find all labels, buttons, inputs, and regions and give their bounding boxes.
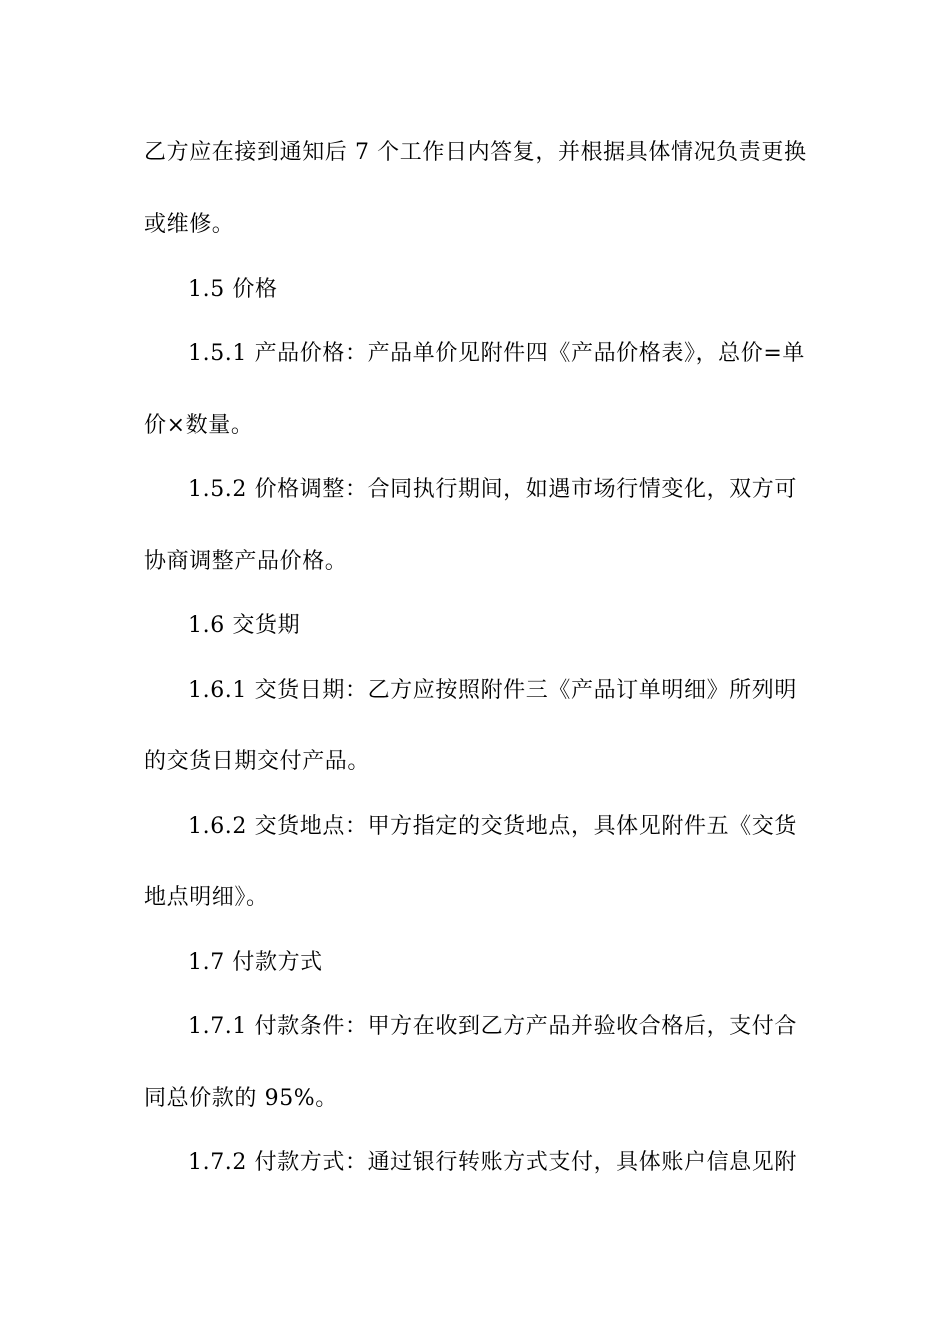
paragraph-line: 1.5.2 价格调整：合同执行期间，如遇市场行情变化，双方可	[188, 477, 797, 502]
section-heading: 1.6 交货期	[188, 613, 301, 638]
section-heading: 1.5 价格	[188, 277, 278, 302]
paragraph-line: 1.6.2 交货地点：甲方指定的交货地点，具体见附件五《交货	[188, 814, 797, 839]
paragraph-line: 同总价款的 95%。	[144, 1086, 338, 1111]
section-heading: 1.7 付款方式	[188, 950, 323, 975]
paragraph-line: 或维修。	[144, 212, 235, 237]
paragraph-line: 的交货日期交付产品。	[144, 749, 371, 774]
paragraph-line: 乙方应在接到通知后 7 个工作日内答复，并根据具体情况负责更换	[144, 140, 807, 165]
paragraph-line: 1.7.1 付款条件：甲方在收到乙方产品并验收合格后，支付合	[188, 1014, 797, 1039]
paragraph-line: 1.7.2 付款方式：通过银行转账方式支付，具体账户信息见附	[188, 1150, 797, 1175]
paragraph-line: 价×数量。	[144, 413, 254, 438]
paragraph-line: 地点明细》。	[144, 885, 269, 910]
paragraph-line: 1.5.1 产品价格：产品单价见附件四《产品价格表》，总价=单	[188, 341, 806, 366]
paragraph-line: 协商调整产品价格。	[144, 549, 348, 574]
paragraph-line: 1.6.1 交货日期：乙方应按照附件三《产品订单明细》所列明	[188, 678, 797, 703]
